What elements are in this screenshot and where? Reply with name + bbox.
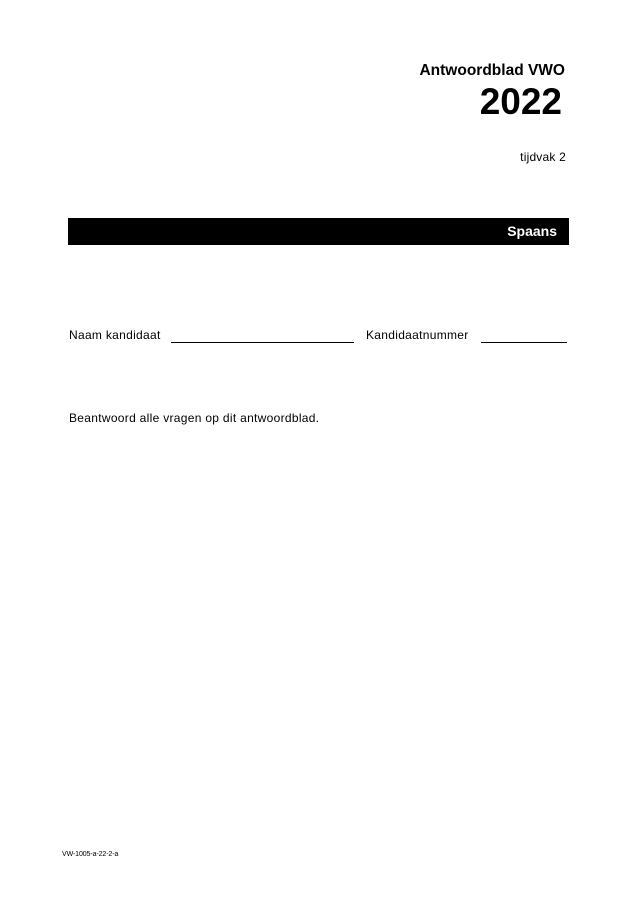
subject-label: Spaans: [507, 223, 557, 239]
document-code: VW-1005-a-22-2-a: [62, 851, 119, 858]
candidate-number-label: Kandidaatnummer: [366, 328, 469, 342]
exam-period: tijdvak 2: [520, 150, 566, 164]
candidate-name-field[interactable]: [171, 342, 354, 343]
candidate-number-field[interactable]: [481, 342, 567, 343]
subject-bar: [68, 218, 569, 245]
candidate-name-label: Naam kandidaat: [69, 328, 161, 342]
exam-year: 2022: [479, 81, 562, 122]
instruction-text: Beantwoord alle vragen op dit antwoordblad.: [69, 411, 320, 425]
sheet-title: Antwoordblad VWO: [419, 62, 565, 79]
